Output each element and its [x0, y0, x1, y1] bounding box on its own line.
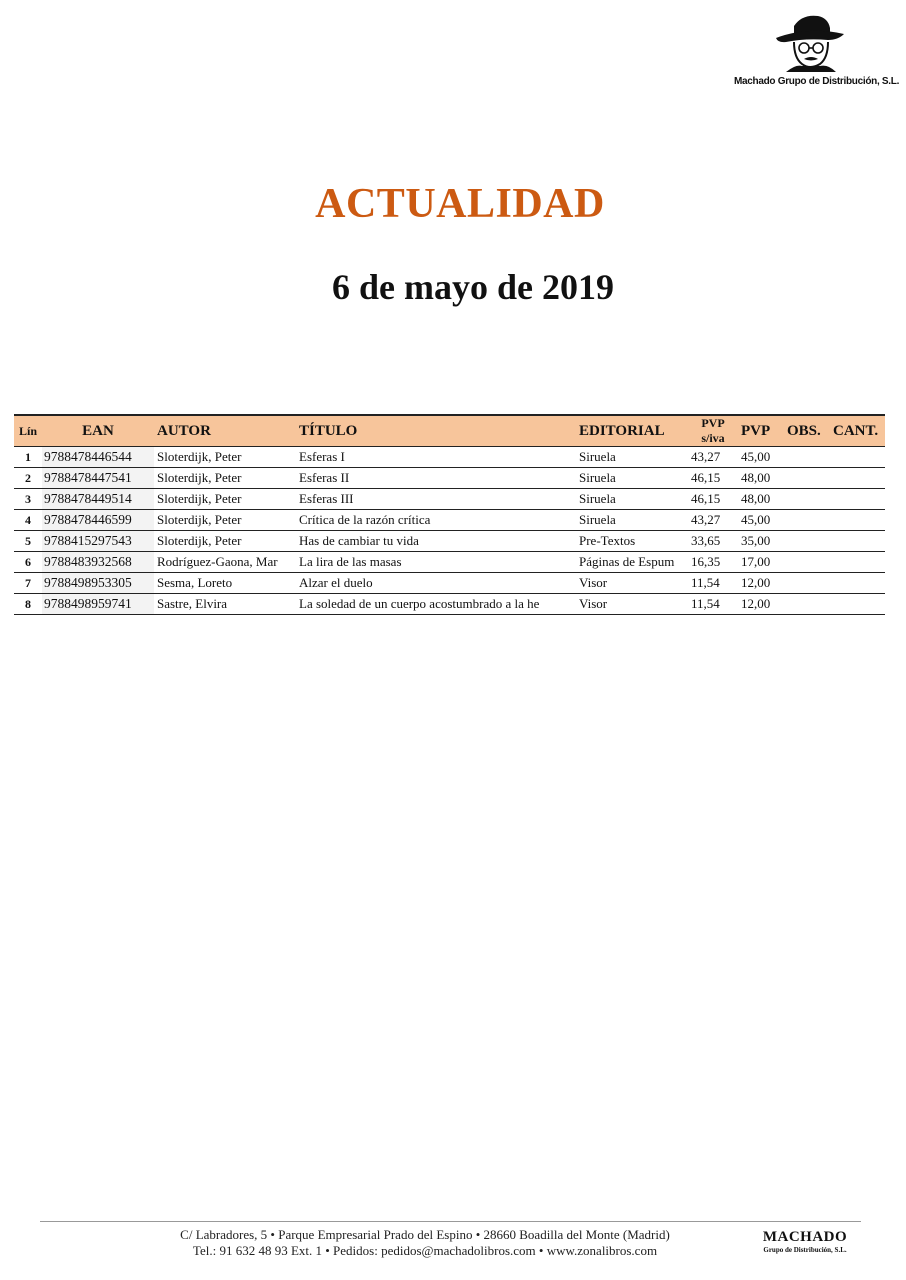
cell-titulo: Esferas III	[299, 491, 354, 506]
cell-ean: 9788478446544	[42, 447, 154, 468]
cell-pvp-siva: 43,27	[691, 512, 721, 527]
cell-pvp-siva: 11,54	[691, 575, 720, 590]
cell-autor: Sesma, Loreto	[157, 575, 233, 590]
footer-divider	[40, 1221, 861, 1222]
cell-titulo: Has de cambiar tu vida	[299, 533, 419, 548]
col-header-editorial: EDITORIAL	[579, 422, 665, 439]
cell-editorial: Visor	[579, 596, 608, 611]
col-header-autor: AUTOR	[157, 422, 211, 439]
cell-cant	[830, 489, 885, 510]
page-date: 6 de mayo de 2019	[332, 267, 614, 307]
cell-lin: 3	[25, 491, 31, 506]
cell-obs	[784, 573, 830, 594]
col-header-pvp-siva-line2: s/iva	[701, 431, 725, 445]
cell-ean: 9788483932568	[42, 552, 154, 573]
table-row	[14, 510, 885, 531]
cell-autor: Sloterdijk, Peter	[157, 533, 242, 548]
cell-pvp: 12,00	[741, 575, 771, 590]
cell-lin: 1	[25, 449, 31, 464]
table-row	[14, 468, 885, 489]
cell-autor: Sloterdijk, Peter	[157, 470, 242, 485]
cell-autor: Sloterdijk, Peter	[157, 491, 242, 506]
col-header-obs: OBS.	[787, 422, 821, 439]
cell-pvp-siva: 33,65	[691, 533, 721, 548]
cell-editorial: Siruela	[579, 449, 616, 464]
footer-brand	[740, 1229, 870, 1255]
cell-obs	[784, 468, 830, 489]
col-header-pvp-siva	[688, 415, 738, 447]
cell-autor: Rodríguez-Gaona, Mar	[157, 554, 278, 569]
footer-address	[60, 1227, 790, 1259]
cell-ean: 9788498959741	[42, 594, 154, 615]
footer-address-line1: C/ Labradores, 5 • Parque Empresarial Prado del Espino • 28660 Boadilla del Monte (Madrid)	[180, 1227, 670, 1242]
cell-obs	[784, 447, 830, 468]
cell-autor: Sloterdijk, Peter	[157, 512, 242, 527]
cell-pvp: 17,00	[741, 554, 771, 569]
cell-pvp: 45,00	[741, 449, 771, 464]
table-row	[14, 531, 885, 552]
cell-pvp: 35,00	[741, 533, 771, 548]
cell-obs	[784, 594, 830, 615]
cell-titulo: Esferas II	[299, 470, 350, 485]
cell-pvp-siva: 16,35	[691, 554, 721, 569]
table-header-row	[14, 415, 885, 447]
col-header-cant: CANT.	[833, 422, 879, 439]
cell-obs	[784, 489, 830, 510]
cell-ean: 9788478449514	[42, 489, 154, 510]
footer-brand-sub: Grupo de Distribución, S.L.	[763, 1246, 847, 1254]
cell-pvp-siva: 46,15	[691, 491, 721, 506]
cell-cant	[830, 531, 885, 552]
cell-pvp-siva: 46,15	[691, 470, 721, 485]
hat-man-logo-icon	[772, 12, 848, 74]
table-row	[14, 489, 885, 510]
cell-ean: 9788415297543	[42, 531, 154, 552]
cell-lin: 8	[25, 596, 31, 611]
cell-editorial: Páginas de Espum	[579, 554, 675, 569]
cell-titulo: Esferas I	[299, 449, 345, 464]
cell-titulo: Alzar el duelo	[299, 575, 373, 590]
cell-ean: 9788478447541	[42, 468, 154, 489]
cell-obs	[784, 531, 830, 552]
cell-editorial: Siruela	[579, 470, 616, 485]
cell-cant	[830, 468, 885, 489]
col-header-ean: EAN	[82, 422, 114, 439]
footer-address-line2: Tel.: 91 632 48 93 Ext. 1 • Pedidos: pedidos@machadolibros.com • www.zonalibros.com	[192, 1243, 658, 1258]
cell-pvp-siva: 11,54	[691, 596, 720, 611]
cell-cant	[830, 594, 885, 615]
table-row	[14, 594, 885, 615]
cell-ean: 9788478446599	[42, 510, 154, 531]
cell-pvp: 45,00	[741, 512, 771, 527]
col-header-pvp-siva-line1: PVP	[701, 416, 725, 430]
cell-pvp: 12,00	[741, 596, 771, 611]
col-header-titulo: TÍTULO	[299, 422, 358, 439]
cell-pvp: 48,00	[741, 470, 771, 485]
catalog-table	[14, 414, 885, 615]
cell-editorial: Siruela	[579, 491, 616, 506]
logo-caption: Machado Grupo de Distribución, S.L.	[734, 76, 900, 87]
cell-editorial: Pre-Textos	[579, 533, 636, 548]
cell-pvp-siva: 43,27	[691, 449, 721, 464]
cell-cant	[830, 447, 885, 468]
cell-cant	[830, 573, 885, 594]
cell-lin: 6	[25, 554, 31, 569]
cell-titulo: La soledad de un cuerpo acostumbrado a la he	[299, 596, 540, 611]
cell-obs	[784, 552, 830, 573]
table-row	[14, 573, 885, 594]
cell-titulo: La lira de las masas	[299, 554, 402, 569]
cell-lin: 2	[25, 470, 31, 485]
cell-autor: Sloterdijk, Peter	[157, 449, 242, 464]
col-header-lin: Lín	[18, 423, 37, 438]
col-header-pvp: PVP	[741, 422, 771, 439]
cell-cant	[830, 510, 885, 531]
cell-titulo: Crítica de la razón crítica	[299, 512, 431, 527]
cell-cant	[830, 552, 885, 573]
table-row	[14, 552, 885, 573]
cell-lin: 7	[25, 575, 31, 590]
cell-ean: 9788498953305	[42, 573, 154, 594]
cell-pvp: 48,00	[741, 491, 771, 506]
company-logo	[734, 10, 900, 94]
cell-lin: 4	[25, 512, 31, 527]
cell-obs	[784, 510, 830, 531]
cell-lin: 5	[25, 533, 31, 548]
footer-brand-name: MACHADO	[762, 1229, 848, 1245]
cell-editorial: Visor	[579, 575, 608, 590]
page-title: ACTUALIDAD	[315, 181, 605, 227]
cell-autor: Sastre, Elvira	[157, 596, 228, 611]
cell-editorial: Siruela	[579, 512, 616, 527]
table-row	[14, 447, 885, 468]
